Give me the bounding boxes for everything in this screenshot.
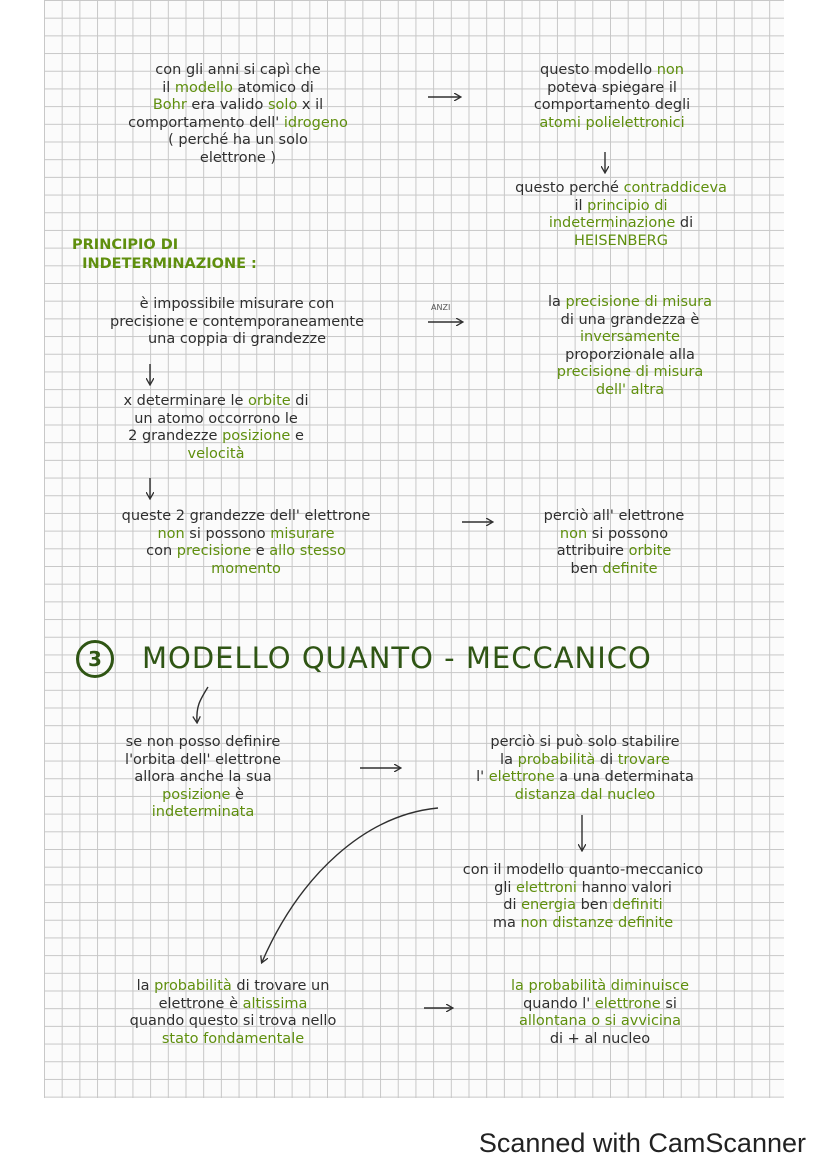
text-span: la (547, 294, 566, 310)
text-span: ben (575, 897, 613, 913)
highlighted-text: trovare (617, 751, 670, 768)
note-line (466, 215, 776, 233)
note-line (480, 312, 780, 330)
note-quantum-model-energy (403, 862, 763, 932)
note-line (480, 382, 780, 400)
highlighted-text: definiti (612, 897, 663, 913)
highlighted-text: indeterminazione (548, 215, 676, 231)
highlighted-text: elettrone (594, 995, 661, 1012)
note-line (58, 804, 348, 822)
note-line (68, 978, 398, 996)
note-line (450, 996, 750, 1014)
highlighted-text: indeterminata (151, 804, 255, 820)
text-span: precisione e contemporaneamente (110, 313, 364, 330)
text-span: perciò all' elettrone (543, 508, 685, 524)
note-impossible-measure (52, 296, 422, 349)
text-span: poteva spiegare il (547, 79, 677, 96)
highlighted-text: velocità (187, 445, 245, 462)
note-line (500, 543, 728, 561)
note-line (68, 97, 408, 115)
note-line (415, 752, 755, 770)
note-line (68, 1013, 398, 1031)
text-span: hanno valori (576, 879, 672, 896)
text-span: con gli anni si capì che (155, 62, 321, 78)
highlighted-text: solo (268, 97, 298, 113)
text-span: l' (476, 769, 489, 785)
highlighted-text: inversamente (580, 329, 680, 345)
text-span: di + al nucleo (549, 1030, 651, 1047)
highlighted-text: orbite (628, 543, 672, 559)
note-line (403, 915, 763, 933)
note-line (52, 331, 422, 349)
text-span: di una grandezza è (560, 311, 700, 328)
note-model-cannot-explain (478, 62, 746, 132)
highlighted-text: non (656, 62, 684, 78)
text-span: 2 grandezze (128, 428, 223, 444)
text-span: di (675, 215, 694, 231)
note-line (480, 294, 780, 312)
highlighted-text: misurare (270, 525, 335, 542)
text-span: con (146, 543, 177, 559)
text-span: di (595, 751, 618, 768)
highlighted-text: momento (211, 560, 281, 577)
section-number-badge: 3 (76, 640, 114, 678)
note-line (52, 314, 422, 332)
note-line (415, 787, 755, 805)
note-line (478, 115, 746, 133)
note-orbits-need-quantities (56, 393, 376, 463)
text-span: proporzionale alla (565, 346, 695, 363)
note-line (480, 329, 780, 347)
highlighted-text: probabilità (154, 978, 232, 994)
text-span: se non posso definire (125, 734, 281, 750)
heading-indeterminacy-principle: PRINCIPIO DI INDETERMINAZIONE : (72, 237, 257, 272)
note-line (403, 862, 763, 880)
note-line (478, 97, 746, 115)
note-cannot-measure-together (56, 508, 436, 578)
text-span: è (230, 786, 244, 803)
highlighted-text: probabilità (517, 751, 596, 768)
note-line (68, 132, 408, 150)
text-span: x determinare le (123, 393, 249, 409)
anzi-label: ANZI (431, 303, 451, 312)
highlighted-text: non (559, 525, 588, 542)
text-span: elettrone ) (199, 149, 277, 166)
section-title: MODELLO QUANTO - MECCANICO (142, 641, 652, 675)
note-line (68, 80, 408, 98)
highlighted-text: precisione (176, 543, 252, 559)
highlighted-text: elettroni (515, 879, 577, 896)
note-line (500, 561, 728, 579)
text-span: era valido (186, 97, 268, 113)
highlighted-text: non (157, 525, 185, 542)
note-highest-probability (68, 978, 398, 1048)
note-line (56, 543, 436, 561)
note-line (415, 769, 755, 787)
text-span: un atomo occorrono le (134, 410, 298, 427)
note-line (56, 411, 376, 429)
highlighted-text: Bohr (152, 97, 187, 113)
text-span: di trovare un (231, 978, 330, 994)
text-span: e (251, 543, 270, 559)
highlighted-text: precisione di misura (565, 294, 713, 310)
text-span: ( perché ha un solo (168, 132, 308, 148)
note-line (415, 734, 755, 752)
note-line (480, 347, 780, 365)
note-line (52, 296, 422, 314)
text-span: x il (297, 97, 324, 113)
highlighted-text: elettrone (488, 769, 555, 785)
highlighted-text: idrogeno (283, 114, 348, 131)
highlighted-text: non (520, 914, 548, 931)
highlighted-text: HEISENBERG (574, 232, 668, 249)
text-span: di (290, 393, 309, 409)
note-line (58, 787, 348, 805)
note-line (56, 446, 376, 464)
note-line (500, 526, 728, 544)
note-only-probability (415, 734, 755, 804)
text-span: questo modello (540, 62, 657, 78)
text-span: ma (492, 914, 521, 931)
note-line (56, 561, 436, 579)
text-span: quando questo si trova nello (129, 1013, 337, 1029)
note-line (68, 150, 408, 168)
arrow-title-down (197, 687, 208, 722)
note-line (56, 393, 376, 411)
highlighted-text: allo stesso (269, 543, 346, 559)
text-span: di (503, 897, 522, 913)
text-span: perciò si può solo stabilire (490, 734, 680, 750)
note-line (480, 364, 780, 382)
note-probability-decreases (450, 978, 750, 1048)
note-contradicts-heisenberg (466, 180, 776, 250)
note-line (478, 80, 746, 98)
highlighted-text: atomi polielettronici (539, 114, 685, 131)
text-span: è impossibile misurare con (139, 296, 335, 312)
note-line (68, 62, 408, 80)
text-span: la (136, 978, 155, 994)
highlighted-text: distanza dal nucleo (514, 786, 656, 803)
note-no-defined-orbits (500, 508, 728, 578)
note-line (403, 880, 763, 898)
note-line (68, 1031, 398, 1049)
note-line (58, 769, 348, 787)
camscanner-watermark: Scanned with CamScanner (478, 1128, 806, 1158)
note-line (56, 508, 436, 526)
highlighted-text: energia (521, 897, 576, 913)
text-span: gli (494, 879, 516, 896)
note-line (68, 996, 398, 1014)
text-span: elettrone è (158, 995, 243, 1012)
text-span: la (500, 751, 518, 768)
note-inverse-precision (480, 294, 780, 399)
note-line (56, 526, 436, 544)
note-line (58, 734, 348, 752)
note-line (466, 180, 776, 198)
text-span: il (574, 197, 588, 214)
highlighted-text: modello (174, 79, 233, 96)
highlighted-text: distanze definite (547, 914, 674, 931)
note-position-indeterminate (58, 734, 348, 822)
text-span: quando l' (523, 995, 595, 1012)
text-span: atomico di (232, 79, 314, 96)
text-span: allora anche la sua (134, 769, 272, 785)
text-span: questo perché (515, 180, 624, 196)
note-line (56, 428, 376, 446)
highlighted-text: principio di (587, 197, 668, 214)
note-line (450, 1031, 750, 1049)
highlighted-text: posizione (162, 786, 231, 803)
text-span: si possono (587, 525, 669, 542)
highlighted-text: altissima (242, 995, 308, 1012)
text-span: si (660, 995, 677, 1012)
text-span: con il modello quanto-meccanico (462, 862, 704, 878)
note-line (466, 198, 776, 216)
text-span: si possono (184, 525, 271, 542)
text-span: queste 2 grandezze dell' elettrone (121, 508, 371, 524)
note-line (403, 897, 763, 915)
note-line (466, 233, 776, 251)
note-line (450, 978, 750, 996)
highlighted-text: la probabilità diminuisce (510, 978, 690, 994)
note-line (478, 62, 746, 80)
highlighted-text: precisione di misura (556, 364, 704, 380)
highlighted-text: definite (602, 560, 658, 577)
note-bohr-limits (68, 62, 408, 167)
text-span: a una determinata (554, 769, 694, 785)
text-span: ben (570, 560, 603, 577)
note-line (68, 115, 408, 133)
highlighted-text: contraddiceva (623, 180, 727, 196)
highlighted-text: stato fondamentale (161, 1030, 305, 1047)
text-span: comportamento dell' (128, 114, 284, 131)
note-line (500, 508, 728, 526)
highlighted-text: orbite (248, 393, 291, 409)
text-span: il (162, 79, 175, 96)
note-line (450, 1013, 750, 1031)
text-span: attribuire (556, 543, 629, 559)
text-span: una coppia di grandezze (147, 331, 326, 347)
text-span: l'orbita dell' elettrone (125, 751, 281, 768)
highlighted-text: dell' altra (595, 381, 665, 398)
text-span: e (290, 428, 304, 444)
note-line (58, 752, 348, 770)
highlighted-text: posizione (222, 428, 291, 444)
text-span: comportamento degli (533, 97, 691, 113)
highlighted-text: allontana o si avvicina (518, 1013, 682, 1029)
